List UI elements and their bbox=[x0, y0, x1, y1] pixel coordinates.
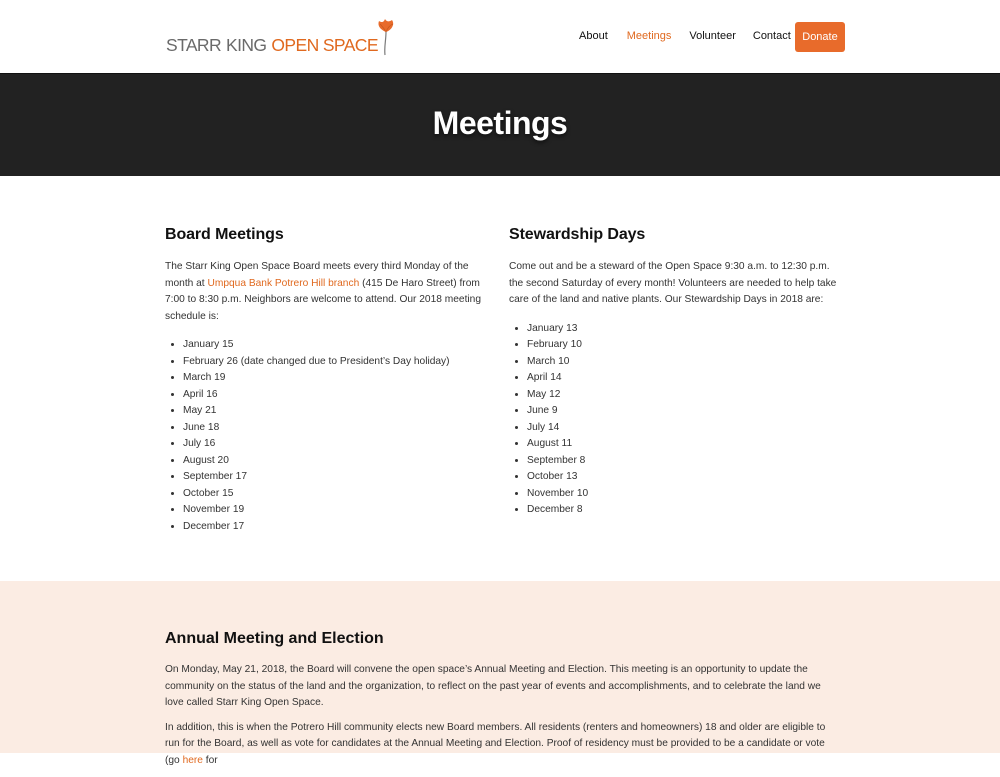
annual-paragraph-2-text: In addition, this is when the Potrero Hill community elects new Board members. All residents (renters and homeowners) 18 and older are eligible to run for the Board, as well as vote for candidates at the Annual Meeting and Election. Proof of residency must be provided to be a candidate or vote (go bbox=[165, 721, 826, 766]
page-banner bbox=[0, 73, 1000, 176]
list-item: • February 26 (date changed due to President’s Day holiday) bbox=[183, 354, 495, 371]
board-intro-text-end: (415 De Haro Street) from 7:00 to 8:30 p.m. Neighbors are welcome to attend. Our 2018 meeting schedule is: bbox=[165, 277, 481, 322]
schedules-section bbox=[0, 176, 1000, 581]
annual-meeting-paragraph-2 bbox=[165, 720, 840, 770]
list-item: • January 15 bbox=[183, 337, 495, 354]
nav-link-about[interactable]: About bbox=[579, 30, 608, 42]
annual-meeting-section bbox=[0, 581, 1000, 766]
list-item: • December 8 bbox=[527, 502, 839, 519]
list-item: • April 14 bbox=[527, 370, 839, 387]
list-item: • October 15 bbox=[183, 486, 495, 503]
list-item: • March 19 bbox=[183, 370, 495, 387]
logo-word-starr: STARR bbox=[166, 35, 222, 55]
main-nav bbox=[579, 30, 791, 42]
site-header bbox=[0, 0, 1000, 73]
nav-link-volunteer[interactable]: Volunteer bbox=[689, 30, 736, 42]
donate-button[interactable]: Donate bbox=[795, 22, 845, 52]
list-item: • April 16 bbox=[183, 387, 495, 404]
list-item: • September 8 bbox=[527, 453, 839, 470]
list-item: • March 10 bbox=[527, 354, 839, 371]
list-item: • October 13 bbox=[527, 469, 839, 486]
logo-word-open-space: OPEN SPACE bbox=[271, 35, 378, 55]
list-item: • November 19 bbox=[183, 502, 495, 519]
annual-meeting-content bbox=[165, 630, 840, 777]
board-meeting-dates bbox=[165, 337, 495, 535]
logo-word-king: KING bbox=[226, 35, 267, 55]
list-item: • August 11 bbox=[527, 436, 839, 453]
list-item: • September 17 bbox=[183, 469, 495, 486]
list-item: • May 12 bbox=[527, 387, 839, 404]
board-meetings-column bbox=[165, 226, 495, 535]
list-item: • June 18 bbox=[183, 420, 495, 437]
board-intro-text: The Starr King Open Space Board meets every third Monday of the month at bbox=[165, 261, 469, 289]
stewardship-days-column bbox=[509, 226, 839, 519]
board-meetings-heading: Board Meetings bbox=[165, 226, 284, 243]
annual-meeting-heading: Annual Meeting and Election bbox=[165, 630, 384, 647]
annual-meeting-paragraph-1: On Monday, May 21, 2018, the Board will convene the open space’s Annual Meeting and Election. This meeting is an opportunity to update the community on the status of the land and the organization, to reflect on the past year of events and accomplishments, and to celebrate the land we love called Starr King Open Space. bbox=[165, 664, 821, 708]
umpqua-bank-link[interactable]: Umpqua Bank Potrero Hill branch bbox=[207, 277, 360, 289]
list-item: • May 21 bbox=[183, 403, 495, 420]
site-logo[interactable] bbox=[166, 18, 399, 56]
list-item: • June 9 bbox=[527, 403, 839, 420]
poppy-flower-icon bbox=[379, 18, 399, 56]
list-item: • February 10 bbox=[527, 337, 839, 354]
stewardship-dates bbox=[509, 321, 839, 519]
list-item: • July 16 bbox=[183, 436, 495, 453]
stewardship-days-heading: Stewardship Days bbox=[509, 226, 646, 243]
annual-paragraph-2-text-end: for bbox=[202, 754, 218, 766]
list-item: • November 10 bbox=[527, 486, 839, 503]
list-item: • July 14 bbox=[527, 420, 839, 437]
nav-link-contact[interactable]: Contact bbox=[752, 30, 791, 42]
list-item: • August 20 bbox=[183, 453, 495, 470]
page-title: Meetings bbox=[432, 105, 568, 141]
stewardship-days-intro: Come out and be a steward of the Open Space 9:30 a.m. to 12:30 p.m. the second Saturday of every month! Volunteers are needed to help take care of the land and native plants. Our Stewardship Days in 2018 are: bbox=[509, 261, 837, 305]
nav-link-meetings[interactable]: Meetings bbox=[626, 30, 672, 42]
list-item: • January 13 bbox=[527, 321, 839, 338]
board-meetings-intro bbox=[165, 259, 495, 325]
residency-info-link[interactable]: here bbox=[182, 754, 203, 766]
list-item: • December 17 bbox=[183, 519, 495, 536]
